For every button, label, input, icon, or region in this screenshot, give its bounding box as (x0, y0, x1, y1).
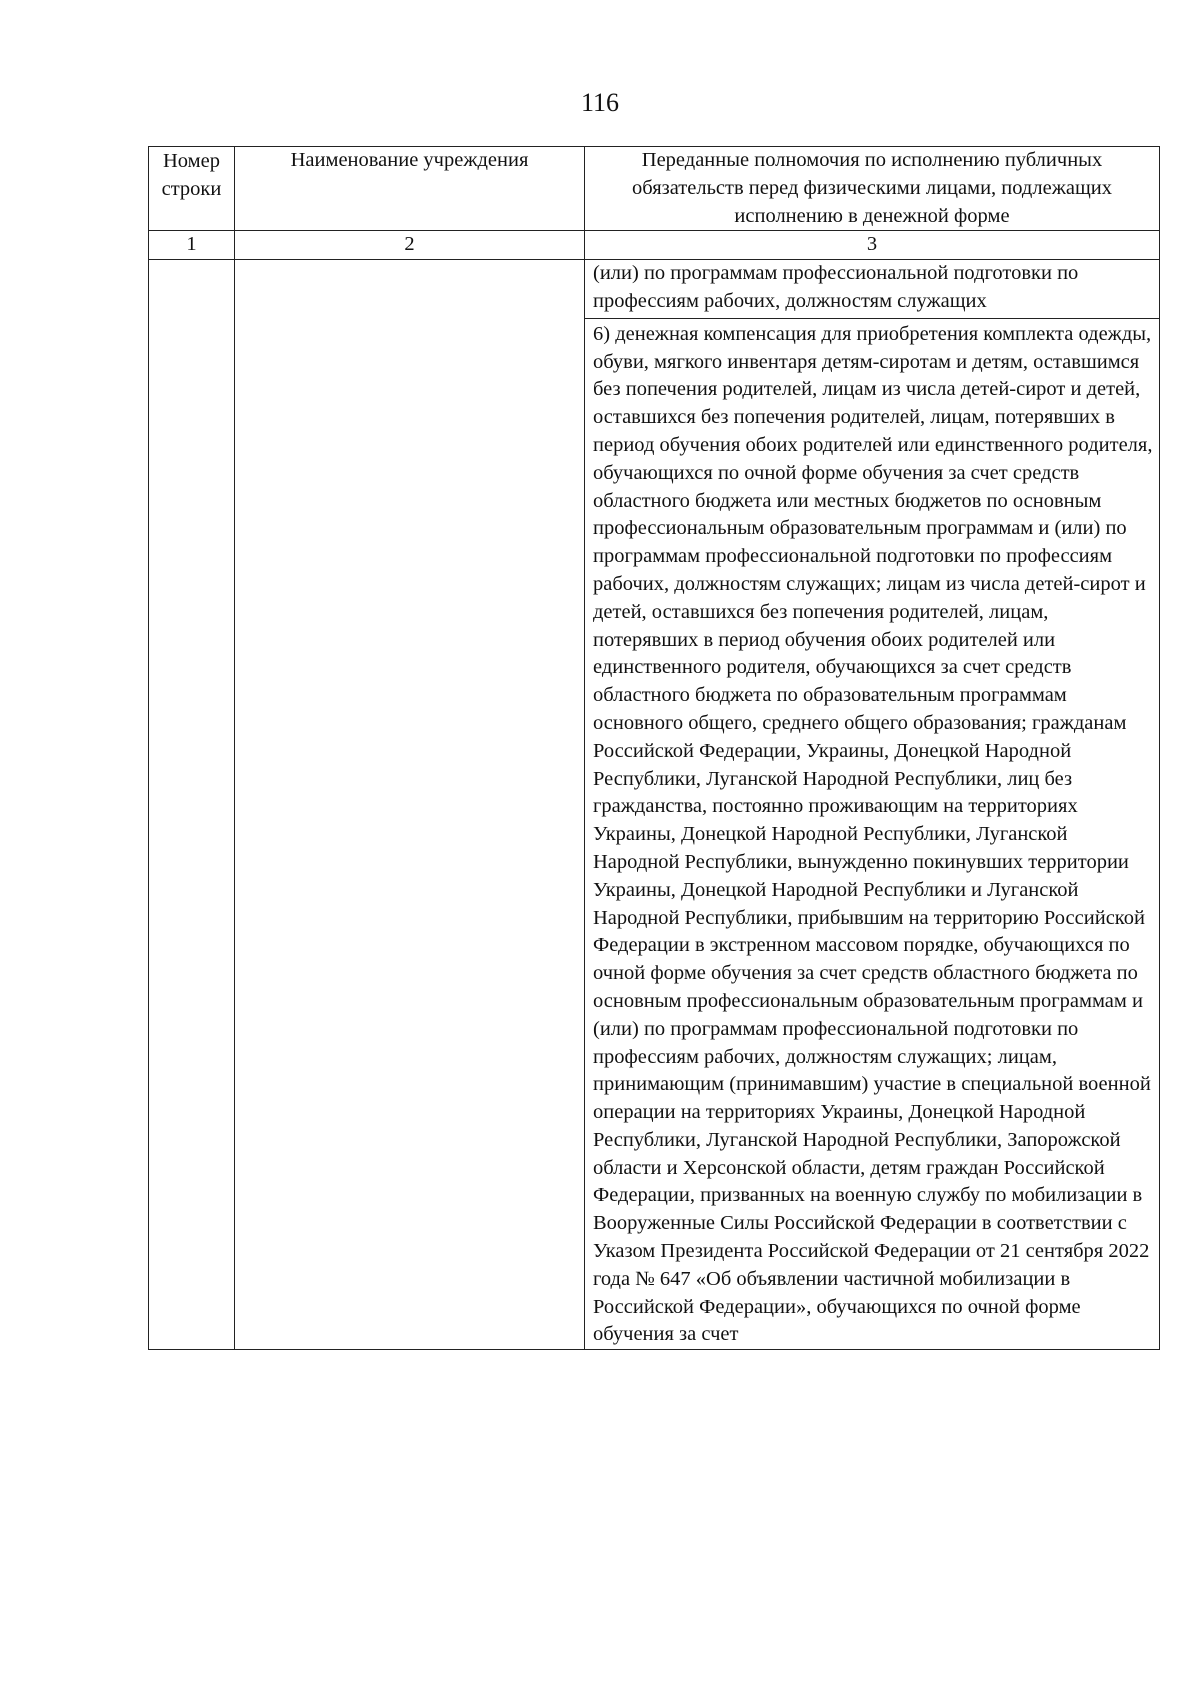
column-number-row (149, 231, 1160, 260)
text-item-6: 6) денежная компенсация для приобретения комплекта одежды, обуви, мягкого инвентаря детям-сиротам и детям, оставшимся без попечения родителей, лицам из числа детей-сирот и детей, оставшихся без попечения родителей, лицам, потерявших в период обучения обоих родителей или единственного родителя, обучающихся по очной форме обучения за счет средств областного бюджета или местных бюджетов по основным профессиональным образовательным программам и (или) по программам профессиональной подготовки по профессиям рабочих, должностям служащих; лицам из числа детей-сирот и детей, оставшихся без попечения родителей, лицам, потерявших в период обучения обоих родителей или единственного родителя, обучающихся за счет средств областного бюджета по образовательным программам основного общего, среднего общего образования; гражданам Российской Федерации, Украины, Донецкой Народной Республики, Луганской Народной Республики, лиц без гражданства, постоянно проживающим на территориях Украины, Донецкой Народной Республики, Луганской Народной Республики, вынужденно покинувших территории Украины, Донецкой Народной Республики и Луганской Народной Республики, прибывшим на территорию Российской Федерации в экстренном массовом порядке, обучающихся по очной форме обучения за счет средств областного бюджета по основным профессиональным образовательным программам и (или) по программам профессиональной подготовки по профессиям рабочих, должностям служащих; лицам, принимающим (принимавшим) участие в специальной военной операции на территориях Украины, Донецкой Народной Республики, Луганской Народной Республики, Запорожской области и Херсонской области, детям граждан Российской Федерации, призванных на военную службу по мобилизации в Вооруженные Силы Российской Федерации в соответствии с Указом Президента Российской Федерации от 21 сентября 2022 года № 647 «Об объявлении частичной мобилизации в Российской Федерации», обучающихся по очной форме обучения за счет (585, 318, 1159, 1349)
header-institution-name: Наименование учреждения (235, 147, 585, 231)
table-header-row (149, 147, 1160, 231)
column-number-3: 3 (585, 231, 1160, 260)
column-number-2: 2 (235, 231, 585, 260)
page-number: 116 (580, 88, 620, 117)
text-continuation: (или) по программам профессиональной подготовки по профессиям рабочих, должностям служащих (593, 262, 1079, 312)
cell-delegated-powers (585, 260, 1160, 1350)
cell-line-number (149, 260, 235, 1350)
header-line-number: Номер строки (149, 147, 235, 231)
cell-institution (235, 260, 585, 1350)
table-row (149, 260, 1160, 1350)
header-delegated-powers: Переданные полномочия по исполнению публичных обязательств перед физическими лицами, подлежащих исполнению в денежной форме (585, 147, 1160, 231)
column-number-1: 1 (149, 231, 235, 260)
budget-obligations-table (148, 146, 1160, 1350)
